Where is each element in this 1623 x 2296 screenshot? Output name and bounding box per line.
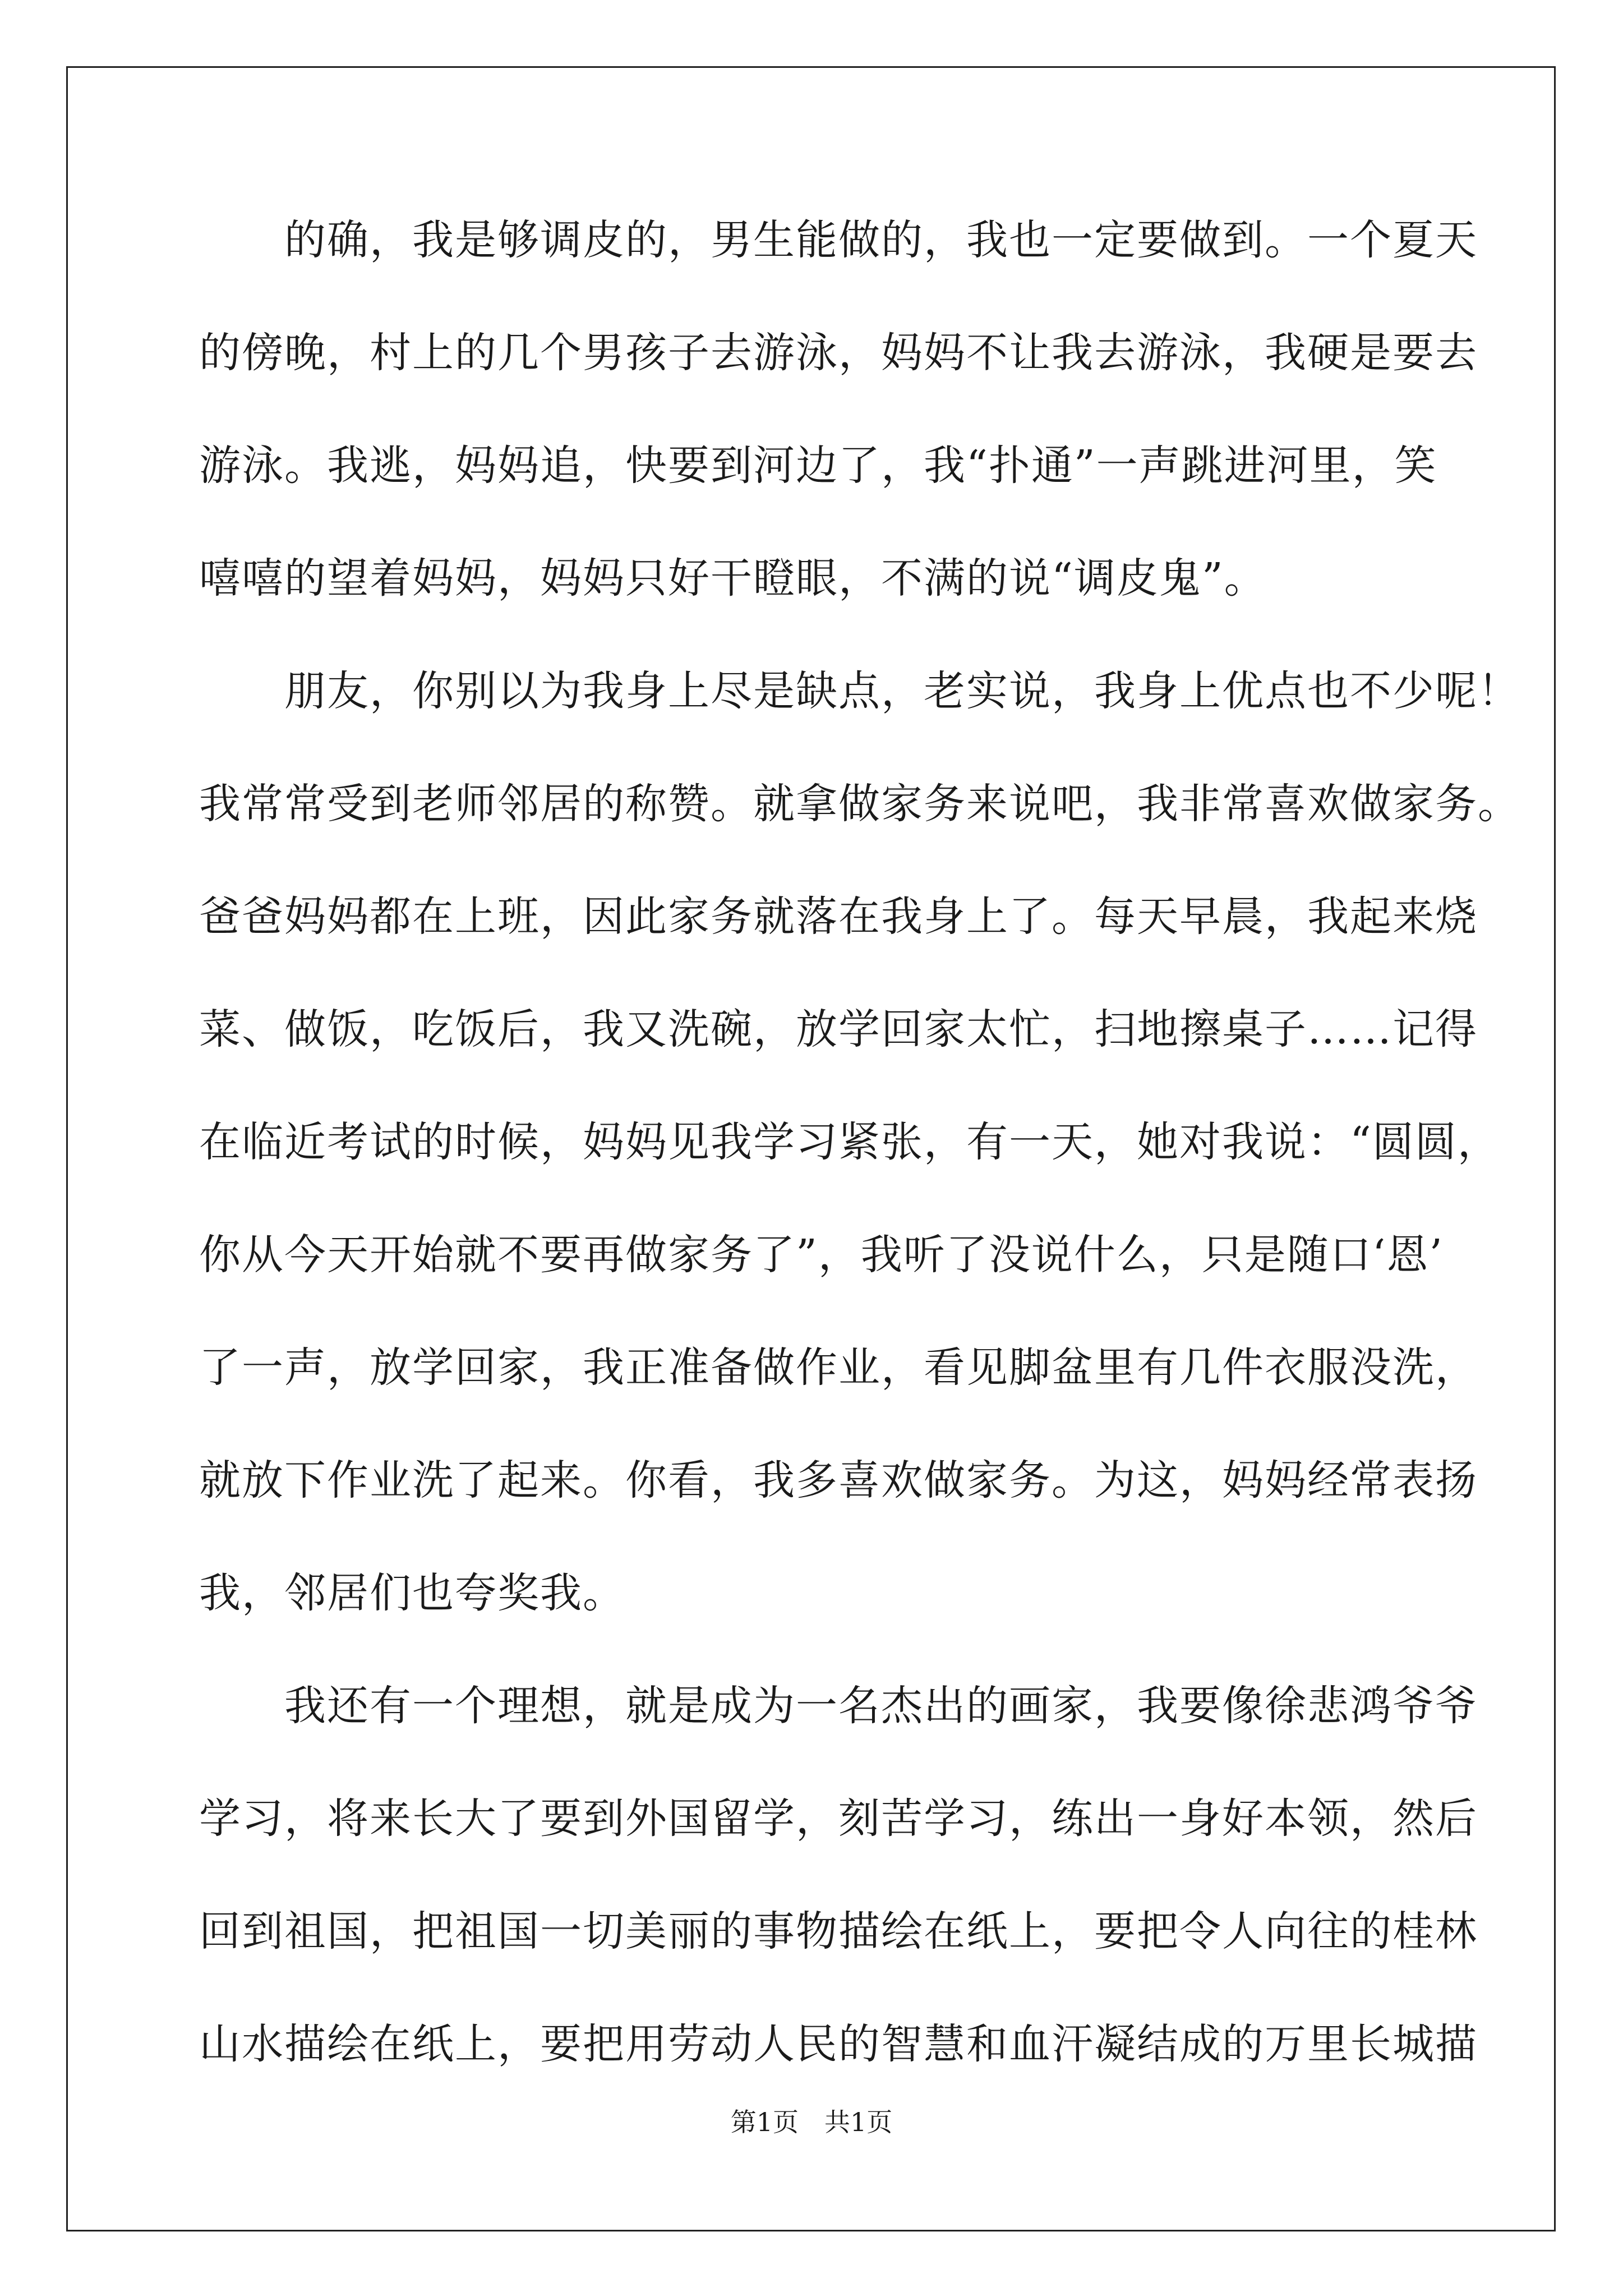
text-line: 学习，将来长大了要到外国留学，刻苦学习，练出一身好本领，然后 [199,1795,1478,1843]
text-line: 我常常受到老师邻居的称赞。就拿做家务来说吧，我非常喜欢做家务。 [199,780,1520,828]
paragraph-3 [199,1679,1478,2071]
text-line: 就放下作业洗了起来。你看，我多喜欢做家务。为这，妈妈经常表扬 [199,1456,1478,1504]
text-line: 游泳。我逃，妈妈追，快要到河边了，我“扑通”一声跳进河里，笑 [199,441,1437,490]
text-line: 嘻嘻的望着妈妈，妈妈只好干瞪眼，不满的说“调皮鬼”。 [199,554,1267,602]
page-footer: 第1页 共1页 [730,2107,893,2137]
text-line: 爸爸妈妈都在上班，因此家务就落在我身上了。每天早晨，我起来烧 [199,892,1478,941]
text-line: 朋友，你别以为我身上尽是缺点，老实说，我身上优点也不少呢！ [199,667,1520,715]
text-line: 的确，我是够调皮的，男生能做的，我也一定要做到。一个夏天 [199,216,1478,264]
text-line: 了一声，放学回家，我正准备做作业，看见脚盆里有几件衣服没洗， [199,1343,1478,1392]
document-body [199,213,1520,2130]
text-line: 你从今天开始就不要再做家务了”，我听了没说什么，只是随口‘恩’ [199,1231,1444,1279]
text-line: 在临近考试的时候，妈妈见我学习紧张，有一天，她对我说：“圆圆， [199,1118,1500,1166]
text-line: 山水描绘在纸上，要把用劳动人民的智慧和血汗凝结成的万里长城描 [199,2020,1478,2068]
text-line: 的傍晚，村上的几个男孩子去游泳，妈妈不让我去游泳，我硬是要去 [199,329,1478,377]
text-line: 我还有一个理想，就是成为一名杰出的画家，我要像徐悲鸿爷爷 [199,1682,1478,1730]
paragraph-1 [199,213,1478,605]
text-line: 我，邻居们也夸奖我。 [199,1569,625,1617]
text-line: 回到祖国，把祖国一切美丽的事物描绘在纸上，要把令人向往的桂林 [199,1907,1478,1955]
text-line: 菜、做饭，吃饭后，我又洗碗，放学回家太忙，扫地擦桌子……记得 [199,1005,1478,1053]
paragraph-2 [199,664,1520,1620]
